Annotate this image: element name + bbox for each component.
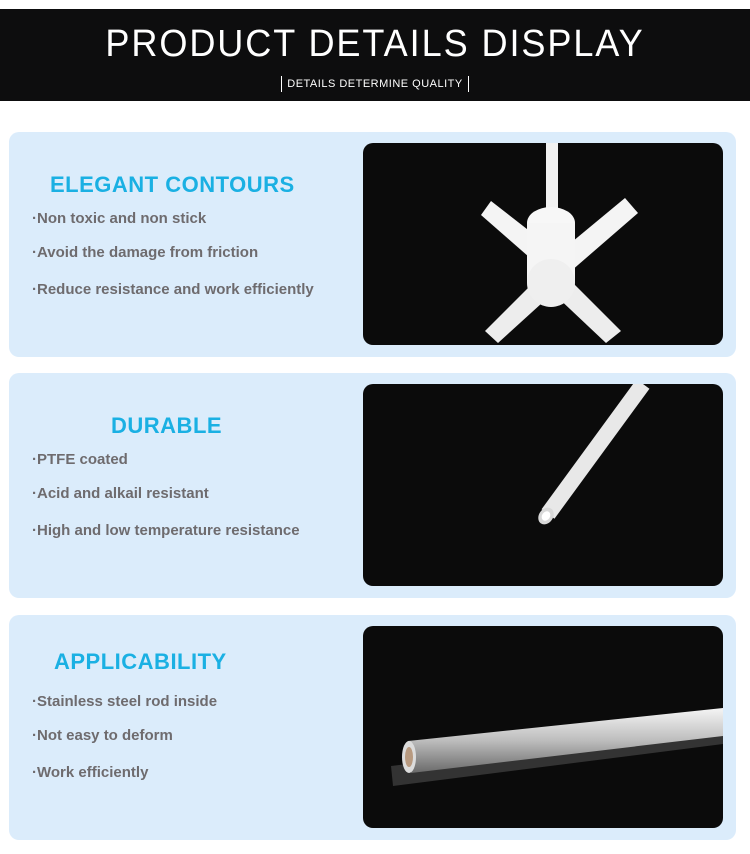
ptfe-rod-photo [363, 384, 723, 586]
steel-rod-photo [363, 626, 723, 828]
divider-left [281, 76, 282, 92]
section-title: DURABLE [111, 413, 223, 438]
feature-item: ·Avoid the damage from friction [32, 244, 259, 261]
feature-item: ·High and low temperature resistance [32, 522, 300, 539]
section-title: APPLICABILITY [54, 649, 227, 674]
section-title: ELEGANT CONTOURS [50, 172, 295, 197]
divider-right [468, 76, 469, 92]
feature-item: ·Reduce resistance and work efficiently [32, 281, 314, 298]
page-subtitle [0, 76, 750, 92]
feature-item: ·Not easy to deform [32, 727, 173, 744]
feature-item: ·PTFE coated [32, 451, 128, 468]
feature-item: ·Non toxic and non stick [32, 210, 207, 227]
page-header [0, 9, 750, 101]
page-title: PRODUCT DETAILS DISPLAY [105, 23, 645, 65]
feature-item: ·Work efficiently [32, 764, 149, 781]
feature-item: ·Acid and alkail resistant [32, 485, 209, 502]
feature-item: ·Stainless steel rod inside [32, 693, 218, 710]
subtitle-text: DETAILS DETERMINE QUALITY [287, 78, 463, 90]
cross-impeller-photo [363, 143, 723, 345]
